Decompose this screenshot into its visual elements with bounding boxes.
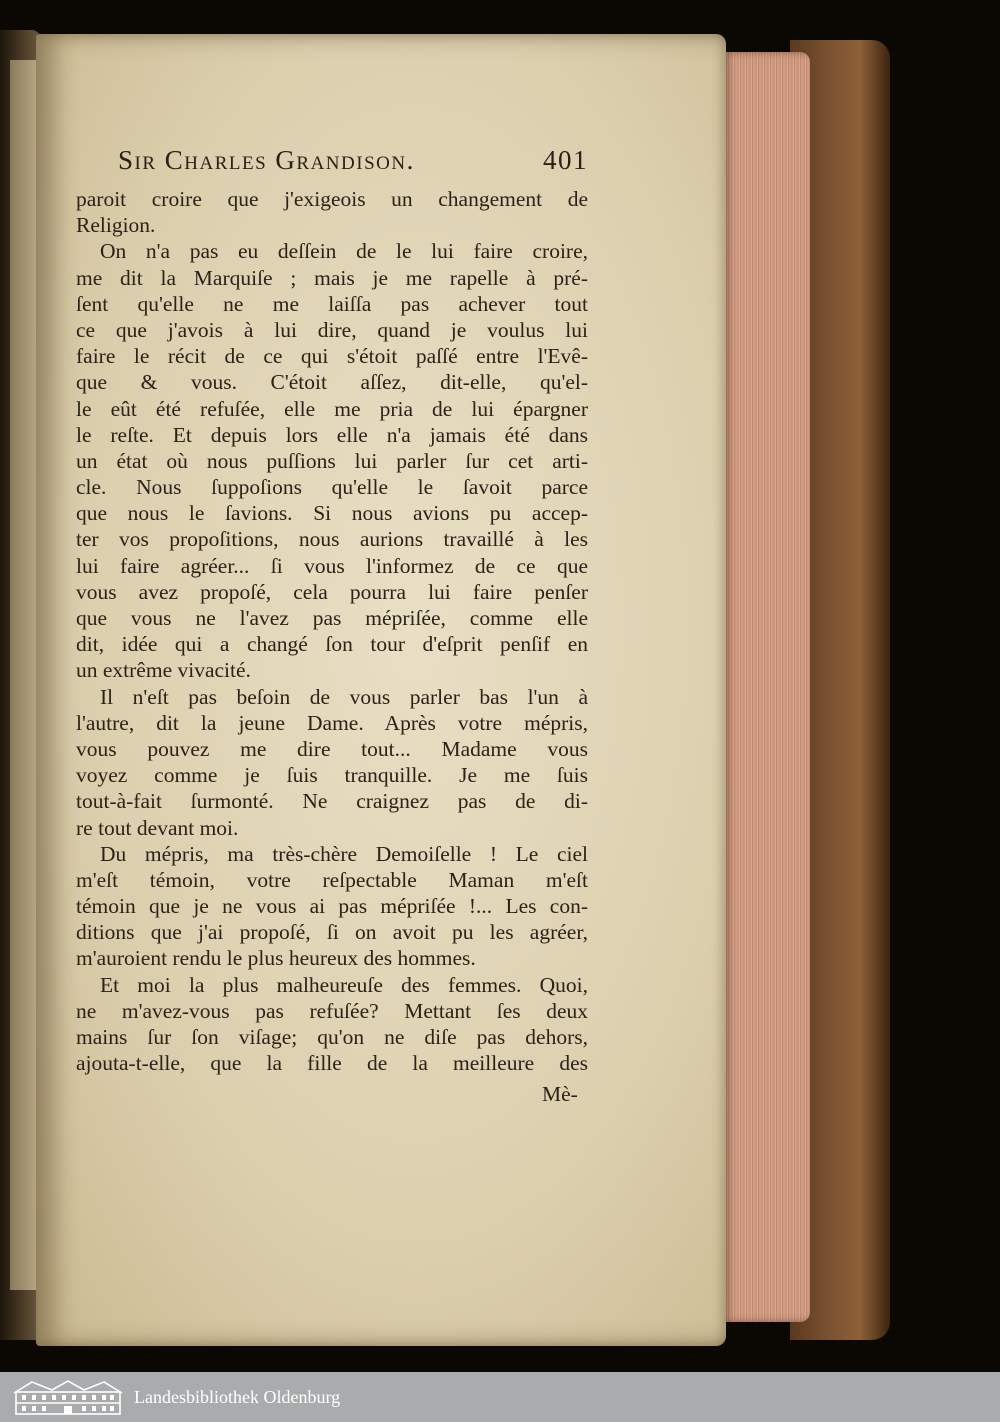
text-line: paroit croire que j'exigeois un changement de xyxy=(76,187,588,211)
text-line: Et moi la plus malheureuſe des femmes. Quoi, xyxy=(100,972,588,997)
text-line: cle. Nous ſuppoſions qu'elle le ſavoit parce xyxy=(76,475,588,500)
library-building-icon xyxy=(12,1378,124,1416)
facing-page-sliver xyxy=(10,60,38,1290)
text-line: dit, idée qui a changé ſon tour d'eſprit penſif en xyxy=(76,632,588,657)
text-line: m'eſt témoin, votre reſpectable Maman m'eſt xyxy=(76,867,588,892)
text-line: ditions que j'ai propoſé, ſi on avoit pu les agréer, xyxy=(76,920,588,945)
text-line: témoin que je ne vous ai pas mépriſée !... Les con- xyxy=(76,894,588,919)
text-line: un état où nous puſſions lui parler ſur cet arti- xyxy=(76,448,588,473)
text-line: ce que j'avois à lui dire, quand je voulus lui xyxy=(76,317,588,342)
text-line: m'auroient rendu le plus heureux des hommes. xyxy=(76,946,476,971)
library-name: Landesbibliothek Oldenburg xyxy=(134,1386,341,1407)
text-line: ajouta-t-elle, que la fille de la meilleure des xyxy=(76,1051,588,1076)
body-text xyxy=(76,186,588,1076)
text-line: Du mépris, ma très-chère Demoiſelle ! Le ciel xyxy=(100,841,588,866)
text-line: me dit la Marquiſe ; mais je me rapelle à pré- xyxy=(76,265,588,290)
text-line: le eût été refuſée, elle me pria de lui épargner xyxy=(76,396,588,421)
text-line: que & vous. C'étoit aſſez, dit-elle, qu'el- xyxy=(76,370,588,395)
text-line: l'autre, dit la jeune Dame. Après votre mépris, xyxy=(76,710,588,735)
text-line: ne m'avez-vous pas refuſée? Mettant ſes deux xyxy=(76,998,588,1023)
catchword: Mè- xyxy=(542,1082,578,1106)
running-head-title: Sir Charles Grandison. xyxy=(118,145,415,175)
text-line: ſent qu'elle ne me laiſſa pas achever tout xyxy=(76,291,588,316)
text-line: mains ſur ſon viſage; qu'on ne diſe pas dehors, xyxy=(76,1025,588,1049)
page-number: 401 xyxy=(543,145,588,175)
footer-bar xyxy=(0,1372,1000,1422)
text-line: tout-à-fait ſurmonté. Ne craignez pas de di- xyxy=(76,789,588,814)
text-line: le reſte. Et depuis lors elle n'a jamais été dans xyxy=(76,422,588,447)
text-line: que vous ne l'avez pas mépriſée, comme elle xyxy=(76,606,588,630)
page-edges xyxy=(722,52,810,1322)
text-line: On n'a pas eu deſſein de le lui faire croire, xyxy=(100,239,588,264)
running-head xyxy=(118,145,588,176)
text-line: vous pouvez me dire tout... Madame vous xyxy=(76,736,588,761)
text-line: voyez comme je ſuis tranquille. Je me ſuis xyxy=(76,763,588,788)
text-line: un extrême vivacité. xyxy=(76,658,251,683)
text-line: Il n'eſt pas beſoin de vous parler bas l'un à xyxy=(100,684,588,709)
text-line: Religion. xyxy=(76,213,156,238)
text-line: lui faire agréer... ſi vous l'informez de ce que xyxy=(76,553,588,578)
text-line: re tout devant moi. xyxy=(76,815,239,840)
text-line: vous avez propoſé, cela pourra lui faire penſer xyxy=(76,579,588,604)
text-line: faire le récit de ce qui s'étoit paſſé entre l'Evê- xyxy=(76,344,588,369)
text-line: que nous le ſavions. Si nous avions pu accep- xyxy=(76,501,588,526)
text-line: ter vos propoſitions, nous aurions travaillé à les xyxy=(76,527,588,552)
